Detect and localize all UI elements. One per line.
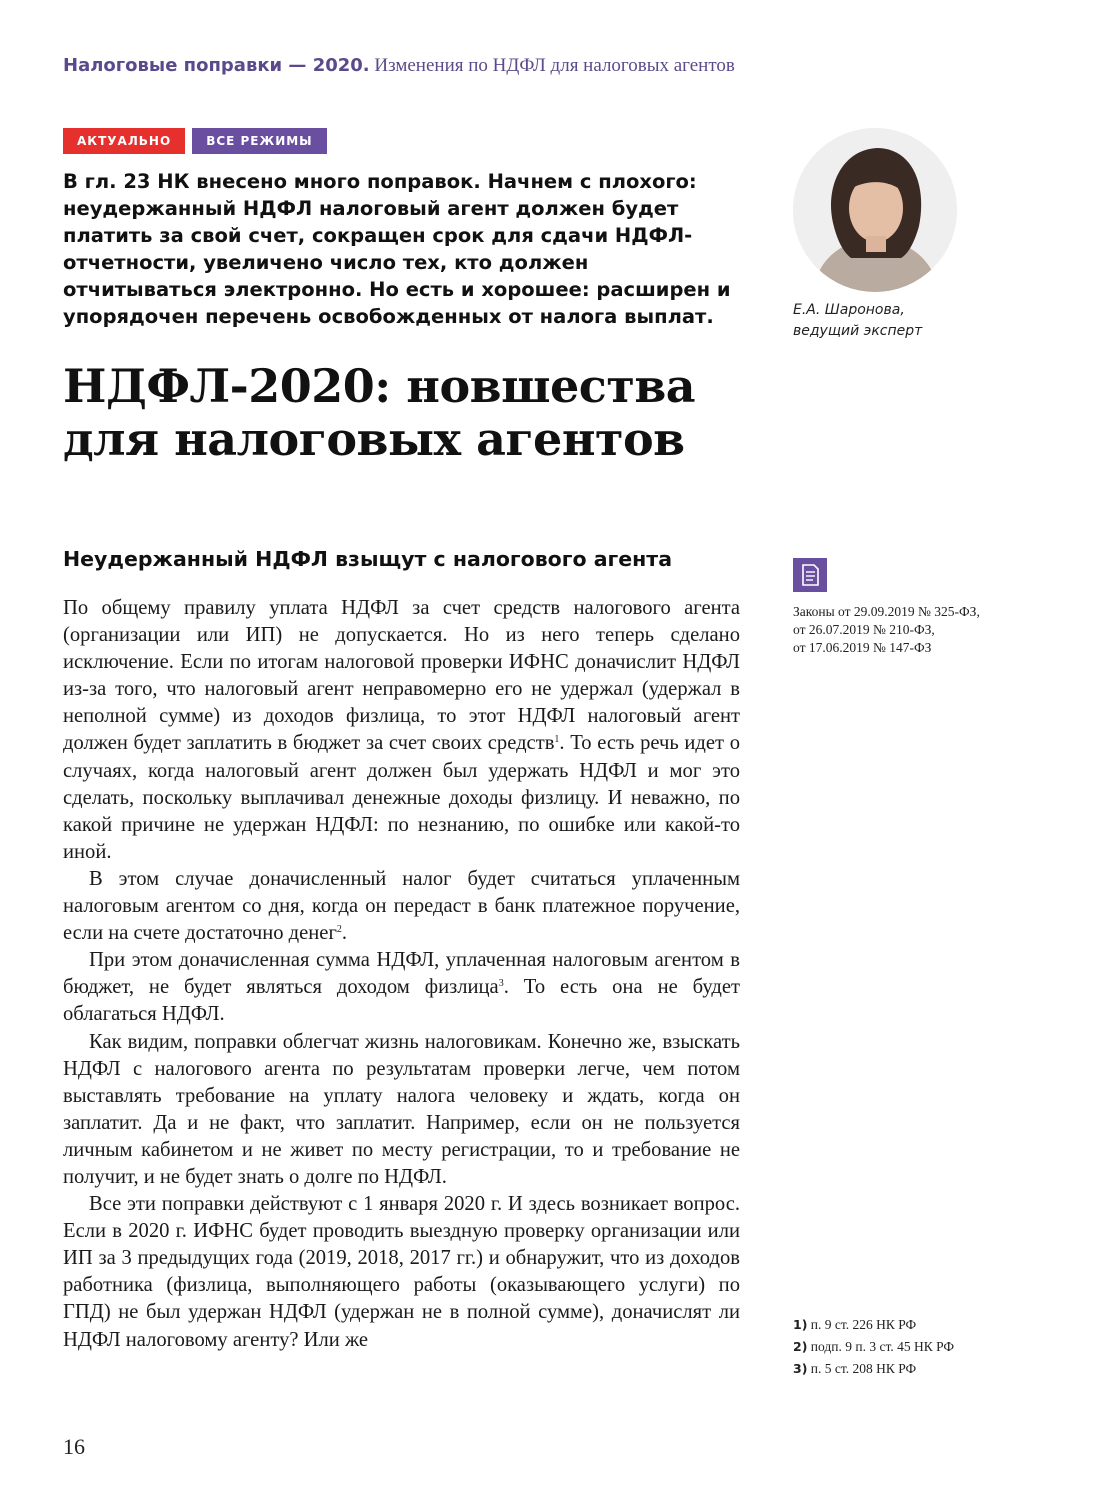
body-paragraph [63, 947, 740, 1028]
footnote-item [793, 1358, 954, 1380]
footnote-ref-1: 1 [554, 734, 560, 746]
footnote-ref-2: 2 [336, 924, 342, 936]
footnote-item [793, 1336, 954, 1358]
tag-actual: АКТУАЛЬНО [63, 128, 185, 154]
author-role: ведущий эксперт [793, 323, 923, 339]
footnote-item [793, 1314, 954, 1336]
footnote-number: 2) [793, 1339, 808, 1354]
page-number: 16 [63, 1434, 85, 1459]
law-reference-note [793, 603, 980, 657]
footnote-text: п. 9 ст. 226 НК РФ [810, 1317, 917, 1332]
body-text-run: . То есть речь идет о случаях, когда налоговый агент должен был удержать НДФЛ и мог это сделать, поскольку выплачивал денежные доходы физлицу. И неважно, по какой причине не удержан НДФЛ: по незнанию, по ошибке или какой-то иной. [63, 732, 740, 863]
article-title-line-2: для налоговых агентов [63, 412, 685, 466]
footnote-ref-3: 3 [498, 978, 504, 990]
document-icon [793, 558, 827, 592]
footnote-text: подп. 9 п. 3 ст. 45 НК РФ [810, 1339, 955, 1354]
tag-list [63, 128, 327, 154]
body-text-run: . [341, 922, 348, 945]
footnote-number: 3) [793, 1361, 808, 1376]
author-portrait-illustration [793, 128, 957, 292]
law-reference-line: Законы от 29.09.2019 № 325-ФЗ, [793, 604, 980, 619]
lead-text: В гл. 23 НК внесено много поправок. Начнем с плохого: неудержанный НДФЛ налоговый агент должен будет платить за свой счет, сокращен срок для сдачи НДФЛ-отчетности, увеличено число тех, кто должен отчитываться электронно. Но есть и хорошее: расширен и упорядочен перечень освобожденных от налога выплат. [63, 170, 731, 328]
body-paragraph: Как видим, поправки облегчат жизнь налоговикам. Конечно же, взыскать НДФЛ с налогового агента по результатам проверки легче, чем потом выставлять требование на уплату налога человеку и ждать, когда он заплатит. Да и не факт, что заплатит. Например, если он не пользуется личным кабинетом и не живет по месту регистрации, то и требование не получит, и не будет знать о долге по НДФЛ. [63, 1030, 740, 1188]
tag-all-regimes: ВСЕ РЕЖИМЫ [192, 128, 326, 154]
body-text-run: При этом доначисленная сумма НДФЛ, уплаченная налоговым агентом в бюджет, не будет являться доходом физлица [63, 949, 740, 999]
body-text-run: В этом случае доначисленный налог будет считаться уплаченным налоговым агентом со дня, когда он передаст в банк платежное поручение, если на счете достаточно денег [63, 867, 740, 945]
article-title [63, 360, 803, 466]
running-header-topic: Изменения по НДФЛ для налоговых агентов [374, 55, 735, 76]
author-name: Е.А. Шаронова, [793, 302, 905, 318]
body-text-run: . То есть она не будет облагаться НДФЛ. [63, 976, 740, 1026]
author-caption [793, 300, 922, 342]
body-text-run: По общему правилу уплата НДФЛ за счет средств налогового агента (организации или ИП) не допускается. Но из него теперь сделано исключение. Если по итогам налоговой проверки ИФНС доначислит НДФЛ из-за того, что налоговый агент неправомерно его не удержал (удержал в неполной сумме) из доходов физлица, то этот НДФЛ налоговый агент должен будет заплатить в бюджет за счет своих средств [63, 597, 740, 755]
footnotes [793, 1314, 954, 1380]
law-reference-line: от 17.06.2019 № 147-ФЗ [793, 640, 932, 655]
section-subheading: Неудержанный НДФЛ взыщут с налогового агента [63, 547, 673, 571]
footnote-number: 1) [793, 1317, 808, 1332]
author-photo [793, 128, 957, 292]
article-title-line-1: НДФЛ-2020: новшества [63, 359, 696, 413]
body-paragraph [63, 595, 740, 866]
lead-paragraph [63, 168, 743, 330]
body-paragraph: Все эти поправки действуют с 1 января 2020 г. И здесь возникает вопрос. Если в 2020 г. ИФНС будет проводить выездную проверку организации или ИП за 3 предыдущих года (2019, 2018, 2017 гг.) и обнаружит, что из доходов работника (физлица, выполняющего работы (оказывающего услуги) по ГПД) не был удержан НДФЛ (удержан не в полной сумме), доначислят ли НДФЛ налоговому агенту? Или же [63, 1193, 740, 1351]
law-reference-line: от 26.07.2019 № 210-ФЗ, [793, 622, 935, 637]
body-paragraph [63, 866, 740, 947]
running-header-section: Налоговые поправки — 2020. [63, 55, 370, 76]
footnote-text: п. 5 ст. 208 НК РФ [810, 1361, 917, 1376]
running-header [63, 55, 735, 77]
article-body [63, 595, 740, 1354]
